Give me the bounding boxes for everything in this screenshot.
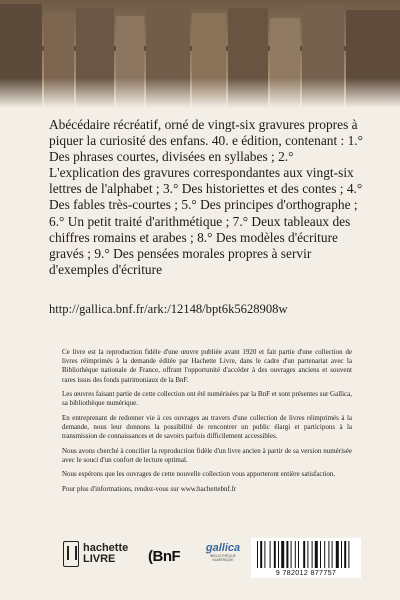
barcode-icon bbox=[257, 541, 355, 568]
gallica-url[interactable]: http://gallica.bnf.fr/ark:/12148/bpt6k5628908w bbox=[49, 302, 288, 316]
isbn-number: 9 782012 877757 bbox=[275, 568, 337, 577]
bnf-logo: (BnF bbox=[148, 548, 181, 565]
notice-paragraph: Nous avons cherché à concilier la reproduction fidèle d'un livre ancien à partir de sa version numérisée avec le souci d'un confort de lecture optimal. bbox=[62, 446, 352, 464]
notice-paragraph: En entreprenant de redonner vie à ces ouvrages au travers d'une collection de livres réimprimés à la demande, nous leur donnons la possibilité de rencontrer un public élargi et participons à la transmission de connaissances et de savoirs parfois difficilement accessibles. bbox=[62, 413, 352, 441]
book-description: Abécédaire récréatif, orné de vingt-six gravures propres à piquer la curiosité des enfans. 40. e édition, contenant : 1.° Des phrases courtes, divisées en syllabes ; 2.° L'explication des gravures correspondantes aux vingt-six lettres de l'alphabet ; 3.° Des historiettes et des contes ; 4.° Des fables très-courtes ; 5.° Des principes d'orthographe ; 6.° Un petit traité d'arithmétique ; 7.° Deux tableaux des chiffres romains et arabes ; 8.° Des modèles d'écriture gravés ; 9.° Des pensées morales propres à servir d'exemples d'écriture bbox=[49, 117, 363, 277]
isbn-barcode bbox=[251, 538, 361, 578]
notice-paragraph: Les œuvres faisant partie de cette collection ont été numérisées par la BnF et sont présentes sur Gallica, sa bibliothèque numérique. bbox=[62, 390, 353, 408]
bookshelf-photo bbox=[0, 0, 400, 108]
gallica-logo bbox=[203, 542, 243, 562]
hachette-icon bbox=[63, 541, 79, 567]
hachette-livre-logo bbox=[63, 541, 128, 567]
footer-logos bbox=[63, 538, 361, 578]
gallica-subtitle: BIBLIOTHÈQUE NUMÉRIQUE bbox=[210, 554, 236, 562]
livre-wordmark: LIVRE bbox=[83, 553, 116, 565]
notice-paragraph: Nous espérons que les ouvrages de cette nouvelle collection vous apporteront entière satisfaction. bbox=[62, 470, 336, 479]
publisher-notice bbox=[62, 348, 352, 499]
photo-fade bbox=[0, 78, 400, 108]
hachette-wordmark: hachette bbox=[83, 542, 129, 554]
notice-paragraph: Pour plus d'informations, rendez-vous sur www.hachettebnf.fr bbox=[62, 484, 237, 493]
notice-paragraph: Ce livre est la reproduction fidèle d'une œuvre publiée avant 1920 et fait partie d'une collection de livres réimprimés à la demande éditée par Hachette Livre, dans le cadre d'un partenariat avec la Bibliothèque nationale de France, offrant l'opportunité d'accéder à des ouvrages anciens et souvent rares issus des fonds patrimoniaux de la BnF. bbox=[62, 348, 352, 384]
gallica-wordmark: gallica bbox=[205, 542, 241, 554]
